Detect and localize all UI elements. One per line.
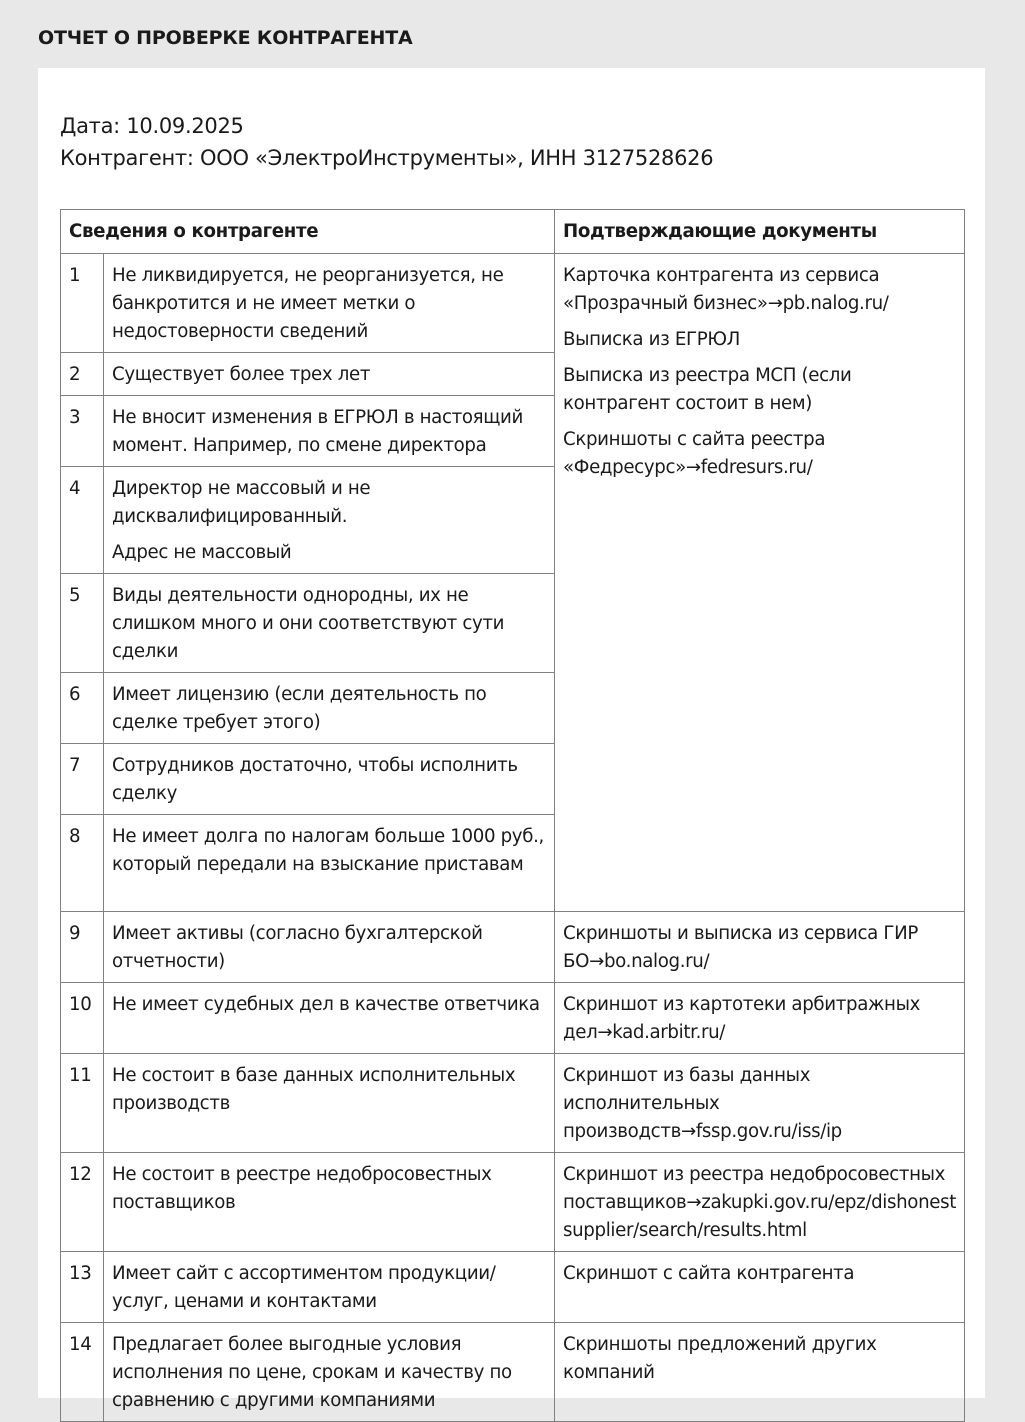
row-number: 2 [69,364,81,385]
row-criterion: Не вносит изменения в ЕГРЮЛ в настоящий момент. Например, по смене директора [112,407,523,456]
doc-item: Скриншоты с сайта реестра «Федресурс»→fedresurs.ru/ [563,429,826,478]
table-header-row [61,210,965,254]
row-docs: Скриншоты предложений других компаний [563,1334,877,1383]
row-docs: Скриншоты и выписка из сервиса ГИР БО→bo.nalog.ru/ [563,923,918,972]
row-number: 8 [69,826,81,847]
row-criterion: Директор не массовый и не дисквалифицированный. [112,478,371,527]
row-criterion: Сотрудников достаточно, чтобы исполнить сделку [112,755,518,804]
row-docs: Скриншот из картотеки арбитражных дел→kad.arbitr.ru/ [563,994,920,1043]
row-criterion: Виды деятельности однородны, их не слишком много и они соответствуют сути сделки [112,585,505,662]
row-number: 4 [69,478,81,499]
row-criterion-secondary: Адрес не массовый [112,542,292,563]
row-docs: Скриншот из базы данных исполнительных производств→fssp.gov.ru/iss/ip [563,1065,842,1142]
report-card [38,68,985,1411]
report-date: Дата: 10.09.2025 [60,114,244,138]
counterparty-info: Контрагент: ООО «ЭлектроИнструменты», ИНН 3127528626 [60,146,714,170]
table-row [61,912,965,983]
table-row [61,254,965,353]
row-number: 1 [69,265,81,286]
row-number: 7 [69,755,81,776]
table-row [61,1252,965,1323]
table-row [61,983,965,1054]
row-criterion: Предлагает более выгодные условия исполнения по цене, срокам и качеству по сравнению с другими компаниями [112,1334,512,1411]
header-supporting-docs: Подтверждающие документы [555,210,965,254]
row-number: 11 [69,1065,92,1086]
doc-item: Выписка из реестра МСП (если контрагент состоит в нем) [563,365,852,414]
table-row [61,1323,965,1422]
doc-item: Карточка контрагента из сервиса «Прозрачный бизнес»→pb.nalog.ru/ [563,265,889,314]
row-criterion: Имеет лицензию (если деятельность по сделке требует этого) [112,684,487,733]
row-criterion: Не имеет долга по налогам больше 1000 руб., который передали на взыскание приставам [112,826,544,875]
merged-docs-cell [555,254,965,912]
row-docs: Скриншот из реестра недобросовестных поставщиков→zakupki.gov.ru/epz/dishonestsupplier/search/results.html [563,1164,956,1241]
row-number: 9 [69,923,81,944]
doc-item: Выписка из ЕГРЮЛ [563,329,740,350]
row-criterion: Имеет активы (согласно бухгалтерской отчетности) [112,923,483,972]
table-row [61,1153,965,1252]
header-counterparty-info: Сведения о контрагенте [61,210,555,254]
row-criterion: Не состоит в реестре недобросовестных поставщиков [112,1164,492,1213]
row-criterion: Существует более трех лет [112,364,371,385]
row-docs: Скриншот с сайта контрагента [563,1263,855,1284]
row-criterion: Не имеет судебных дел в качестве ответчика [112,994,540,1015]
row-number: 14 [69,1334,92,1355]
checks-table [60,209,965,1422]
row-number: 5 [69,585,81,606]
row-number: 10 [69,994,92,1015]
row-number: 13 [69,1263,92,1284]
row-number: 3 [69,407,81,428]
report-meta [60,110,713,174]
row-number: 6 [69,684,81,705]
row-criterion: Не ликвидируется, не реорганизуется, не банкротится и не имеет метки о недостоверности сведений [112,265,504,342]
row-number: 12 [69,1164,92,1185]
table-row [61,1054,965,1153]
page-title: ОТЧЕТ О ПРОВЕРКЕ КОНТРАГЕНТА [38,27,413,49]
row-criterion: Имеет сайт с ассортиментом продукции/услуг, ценами и контактами [112,1263,496,1312]
row-criterion: Не состоит в базе данных исполнительных производств [112,1065,516,1114]
